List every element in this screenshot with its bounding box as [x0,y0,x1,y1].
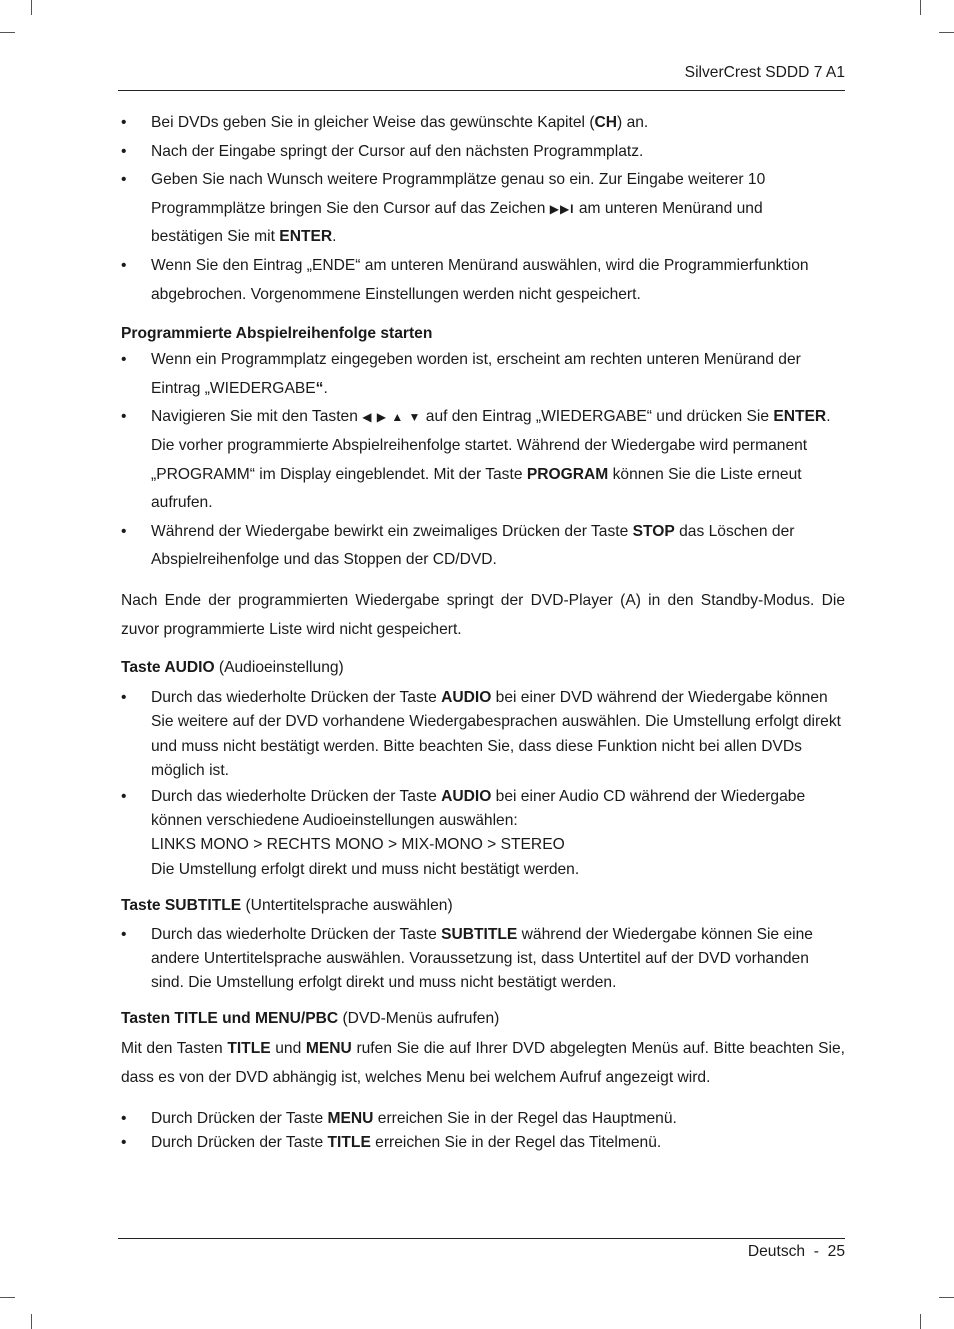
footer-separator: - [813,1243,819,1260]
crop-mark [31,1314,32,1329]
list-item: • Während der Wiedergabe bewirkt ein zweimaliges Drücken der Taste STOP das Löschen der Abspielreihenfolge und das Stoppen der CD/DVD. [121,518,845,575]
crop-mark [939,32,954,33]
crop-mark [31,0,32,15]
skip-next-icon: ▶▶I [549,201,575,216]
list-item: • Geben Sie nach Wunsch weitere Programmplätze genau so ein. Zur Eingabe weiterer 10 Programmplätze bringen Sie den Cursor auf das Zeichen ▶▶I am unteren Menürand und bestätigen Sie mit ENTER. [121,166,845,252]
list-item: • Bei DVDs geben Sie in gleicher Weise das gewünschte Kapitel (CH) an. [121,109,845,138]
page-header [118,64,845,91]
crop-mark [0,32,15,33]
list-item: • Navigieren Sie mit den Tasten ◀ ▶ ▲ ▼ auf den Eintrag „WIEDERGABE“ und drücken Sie ENTER. Die vorher programmierte Abspielreihenfolge startet. Während der Wiedergabe wird permanent „PROGRAMM“ im Display eingeblendet. Mit der Taste PROGRAM können Sie die Liste erneut aufrufen. [121,403,845,517]
audio-modes: LINKS MONO > RECHTS MONO > MIX-MONO > STEREO [151,836,565,854]
list-item: • Nach der Eingabe springt der Cursor auf den nächsten Programmplatz. [121,138,845,167]
list-item: • Durch das wiederholte Drücken der Taste SUBTITLE während der Wiedergabe können Sie eine andere Untertitelsprache auswählen. Voraussetzung ist, dass Untertitel auf der DVD vorhanden sind. Die Umstellung erfolgt direkt und muss nicht bestätigt werden. [121,923,845,996]
footer-language: Deutsch [747,1243,806,1260]
title-menu-bullet-list [121,1107,845,1155]
program-bullet-list [121,346,845,575]
top-bullet-list [121,109,845,309]
page-content [121,109,845,1155]
subtitle-bullet-list [121,923,845,996]
section-heading: Taste AUDIO (Audioeinstellung) [121,659,344,677]
list-item: • Wenn ein Programmplatz eingegeben worden ist, erscheint am rechten unteren Menürand der Eintrag „WIEDERGABE“. [121,346,845,403]
section-heading: Taste SUBTITLE (Untertitelsprache auswählen) [121,896,453,914]
audio-bullet-list [121,686,845,882]
header-title: SilverCrest SDDD 7 A1 [684,64,845,81]
paragraph: Nach Ende der programmierten Wiedergabe springt der DVD-Player (A) in den Standby-Modus. Die zuvor programmierte Liste wird nicht gespeichert. [121,591,845,638]
list-item: • Durch Drücken der Taste MENU erreichen Sie in der Regel das Hauptmenü. [121,1107,845,1131]
paragraph: Mit den Tasten TITLE und MENU rufen Sie die auf Ihrer DVD abgelegten Menüs auf. Bitte beachten Sie, dass es von der DVD abhängig ist, welches Menu bei welchem Aufruf angezeigt wird. [121,1040,846,1086]
list-item: • Durch das wiederholte Drücken der Taste AUDIO bei einer DVD während der Wiedergabe können Sie weitere auf der DVD vorhandene Wiedergabesprachen auswählen. Die Umstellung erfolgt direkt und muss nicht bestätigt werden. Bitte beachten Sie, dass diese Funktion nicht bei allen DVDs möglich ist. [121,686,845,783]
arrow-keys-icon: ◀ ▶ ▲ ▼ [362,410,422,425]
crop-mark [920,0,921,15]
page-footer [118,1238,845,1260]
list-item: • Wenn Sie den Eintrag „ENDE“ am unteren Menürand auswählen, wird die Programmierfunktion abgebrochen. Vorgenommene Einstellungen werden nicht gespeichert. [121,252,845,309]
section-heading: Tasten TITLE und MENU/PBC (DVD-Menüs aufrufen) [121,1010,500,1028]
footer-page-info [748,1243,845,1261]
list-item: • Durch das wiederholte Drücken der Taste AUDIO bei einer Audio CD während der Wiedergabe können verschiedene Audioeinstellungen auswählen: LINKS MONO > RECHTS MONO > MIX-MONO > STEREO Die Umstellung erfolgt direkt und muss nicht bestätigt werden. [121,785,845,882]
section-heading: Programmierte Abspielreihenfolge starten [121,325,433,343]
list-item: • Durch Drücken der Taste TITLE erreichen Sie in der Regel das Titelmenü. [121,1131,845,1155]
crop-mark [0,1297,15,1298]
crop-mark [920,1314,921,1329]
page-number: 25 [827,1243,845,1260]
crop-mark [939,1297,954,1298]
